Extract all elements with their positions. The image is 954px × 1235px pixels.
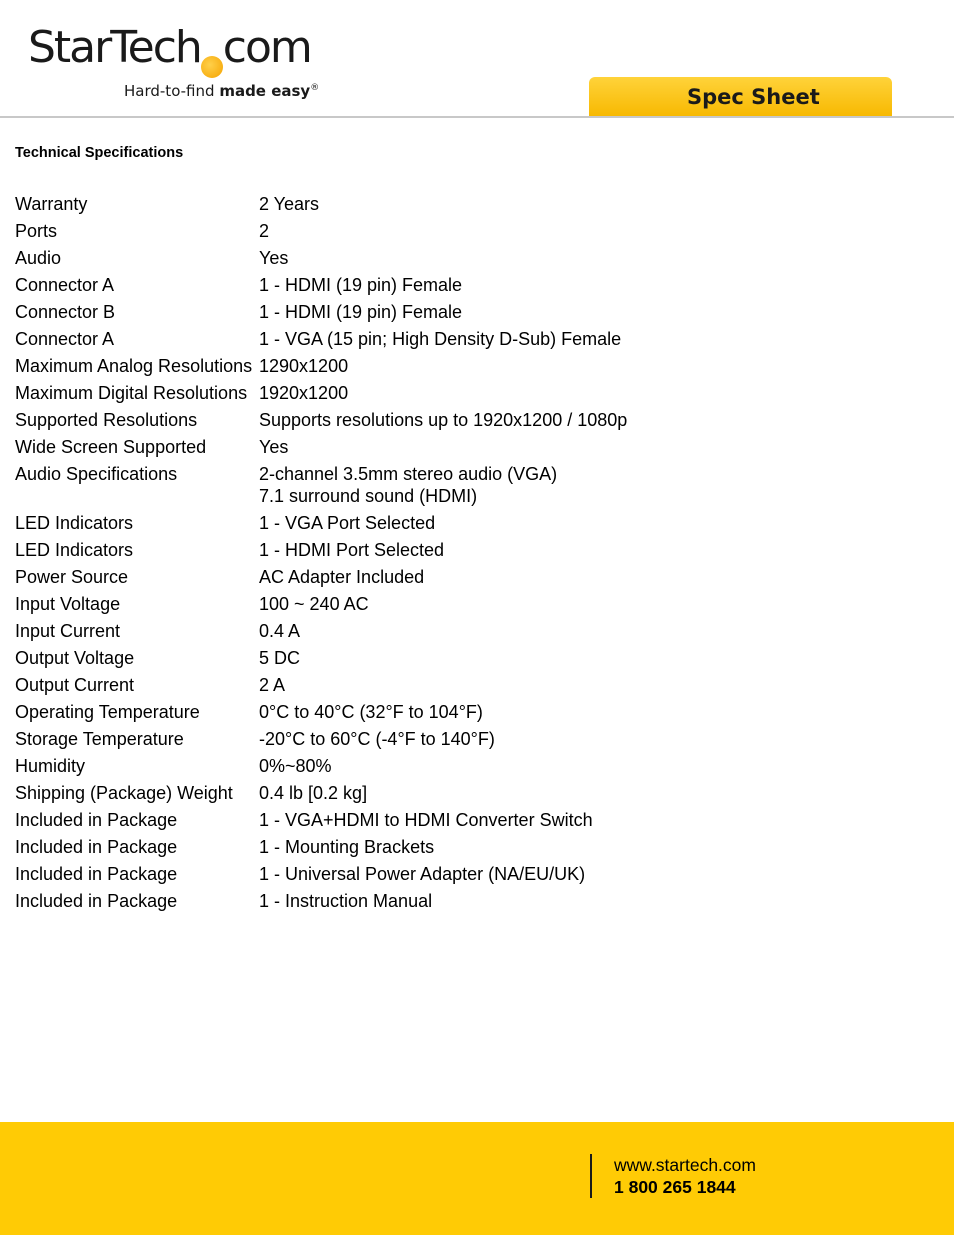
spec-value <box>259 620 695 642</box>
spec-row <box>15 463 695 507</box>
spec-row <box>15 247 695 269</box>
spec-value-line: 1920x1200 <box>259 383 349 403</box>
spec-row <box>15 355 695 377</box>
spec-row <box>15 436 695 458</box>
spec-label: Power Source <box>15 567 129 587</box>
spec-value <box>259 701 695 723</box>
spec-label: Input Voltage <box>15 594 121 614</box>
spec-label: Supported Resolutions <box>15 410 198 430</box>
spec-value-line: 0%~80% <box>259 756 332 776</box>
spec-label: Storage Temperature <box>15 729 184 749</box>
spec-value <box>259 863 695 885</box>
spec-label: Shipping (Package) Weight <box>15 783 233 803</box>
spec-value <box>259 193 695 215</box>
spec-row <box>15 328 695 350</box>
spec-row <box>15 301 695 323</box>
spec-label: Connector A <box>15 329 115 349</box>
spec-row <box>15 593 695 615</box>
specifications-table <box>15 193 695 917</box>
spec-value-line: 5 DC <box>259 648 301 668</box>
spec-value-line: 1 - HDMI (19 pin) Female <box>259 275 463 295</box>
spec-row <box>15 220 695 242</box>
spec-value-line: Yes <box>259 437 289 457</box>
spec-row <box>15 539 695 561</box>
spec-value <box>259 247 695 269</box>
spec-value <box>259 674 695 696</box>
spec-row <box>15 274 695 296</box>
spec-label: Wide Screen Supported <box>15 437 207 457</box>
spec-value-line: AC Adapter Included <box>259 567 425 587</box>
spec-label: Connector B <box>15 302 116 322</box>
spec-value-line: 1 - VGA Port Selected <box>259 513 436 533</box>
spec-value <box>259 436 695 458</box>
spec-value <box>259 274 695 296</box>
spec-sheet-tab <box>589 77 892 117</box>
spec-label: Ports <box>15 221 58 241</box>
spec-value <box>259 836 695 858</box>
logo-wordmark: StarTech com <box>28 22 311 73</box>
spec-label: Operating Temperature <box>15 702 200 722</box>
spec-label: Humidity <box>15 756 86 776</box>
spec-value-line: 1 - Instruction Manual <box>259 891 433 911</box>
spec-value-line: 1 - Universal Power Adapter (NA/EU/UK) <box>259 864 586 884</box>
spec-value-line: 2 <box>259 221 270 241</box>
spec-label: Maximum Digital Resolutions <box>15 383 248 403</box>
spec-value <box>259 566 695 588</box>
logo-tagline: Hard-to-find made easy® <box>124 82 320 100</box>
spec-row <box>15 836 695 858</box>
spec-label: Output Voltage <box>15 648 135 668</box>
spec-value <box>259 355 695 377</box>
spec-label: Audio <box>15 248 62 268</box>
spec-row <box>15 566 695 588</box>
spec-value-line: 0.4 lb [0.2 kg] <box>259 783 368 803</box>
spec-value-line: 0°C to 40°C (32°F to 104°F) <box>259 702 483 722</box>
spec-value-line: 1 - HDMI Port Selected <box>259 540 445 560</box>
spec-label: Audio Specifications <box>15 464 178 484</box>
page-footer <box>0 1122 954 1235</box>
spec-row <box>15 782 695 804</box>
spec-value <box>259 593 695 615</box>
spec-value <box>259 755 695 777</box>
spec-label: LED Indicators <box>15 513 134 533</box>
spec-value-line: 7.1 surround sound (HDMI) <box>259 486 478 506</box>
spec-label: Included in Package <box>15 864 178 884</box>
spec-value-line: 1 - VGA (15 pin; High Density D-Sub) Female <box>259 329 622 349</box>
spec-row <box>15 512 695 534</box>
spec-value <box>259 782 695 804</box>
spec-row <box>15 193 695 215</box>
spec-label: Maximum Analog Resolutions <box>15 356 253 376</box>
spec-row <box>15 809 695 831</box>
spec-label: Included in Package <box>15 837 178 857</box>
spec-value <box>259 301 695 323</box>
startech-logo[interactable] <box>28 22 328 112</box>
spec-label: LED Indicators <box>15 540 134 560</box>
spec-value-line: 1 - Mounting Brackets <box>259 837 435 857</box>
phone-number: 1 800 265 1844 <box>614 1177 736 1197</box>
footer-divider <box>590 1154 592 1198</box>
spec-value <box>259 463 695 507</box>
spec-value-line: 2 A <box>259 675 286 695</box>
spec-row <box>15 674 695 696</box>
spec-label: Included in Package <box>15 810 178 830</box>
spec-row <box>15 647 695 669</box>
spec-value <box>259 890 695 912</box>
spec-row <box>15 620 695 642</box>
spec-value-line: Yes <box>259 248 289 268</box>
spec-value-line: 1 - VGA+HDMI to HDMI Converter Switch <box>259 810 593 830</box>
spec-value-line: 2 Years <box>259 194 320 214</box>
spec-row <box>15 409 695 431</box>
spec-row <box>15 863 695 885</box>
spec-value <box>259 647 695 669</box>
header-divider <box>0 116 954 118</box>
website-link[interactable]: www.startech.com <box>614 1155 756 1175</box>
spec-value <box>259 809 695 831</box>
spec-value <box>259 512 695 534</box>
spec-row <box>15 890 695 912</box>
spec-value <box>259 220 695 242</box>
spec-value-line: 100 ~ 240 AC <box>259 594 369 614</box>
spec-value-line: 1290x1200 <box>259 356 349 376</box>
spec-value <box>259 328 695 350</box>
spec-row <box>15 728 695 750</box>
spec-value <box>259 728 695 750</box>
spec-row <box>15 755 695 777</box>
logo-dot-icon <box>201 56 223 78</box>
spec-label: Connector A <box>15 275 115 295</box>
spec-sheet-label: Spec Sheet <box>687 85 820 109</box>
spec-label: Warranty <box>15 194 88 214</box>
spec-label: Output Current <box>15 675 135 695</box>
spec-row <box>15 701 695 723</box>
spec-value-line: 0.4 A <box>259 621 301 641</box>
spec-value-line: 2-channel 3.5mm stereo audio (VGA) <box>259 464 558 484</box>
spec-value <box>259 382 695 404</box>
spec-label: Included in Package <box>15 891 178 911</box>
spec-value-line: Supports resolutions up to 1920x1200 / 1080p <box>259 410 628 430</box>
spec-row <box>15 382 695 404</box>
spec-label: Input Current <box>15 621 121 641</box>
spec-value <box>259 539 695 561</box>
spec-value-line: -20°C to 60°C (-4°F to 140°F) <box>259 729 495 749</box>
section-title: Technical Specifications <box>15 145 184 161</box>
spec-value-line: 1 - HDMI (19 pin) Female <box>259 302 463 322</box>
spec-value <box>259 409 695 431</box>
page-header <box>0 0 954 118</box>
